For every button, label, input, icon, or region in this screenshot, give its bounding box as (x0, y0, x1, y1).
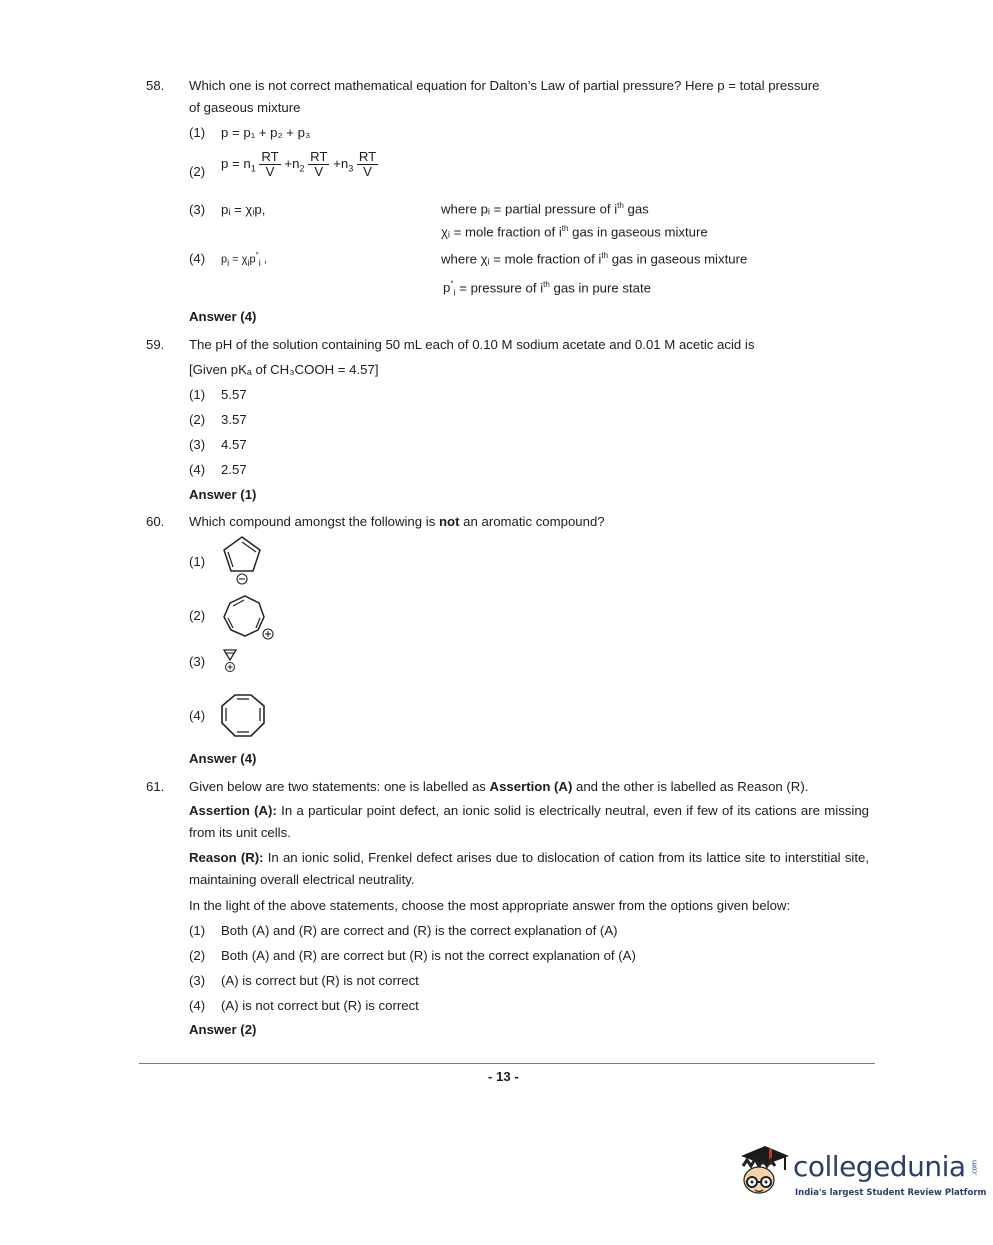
raoult-equation: $p_i = \chi_ip^\circ_i$ , (221, 251, 267, 268)
option-label: (3) (189, 973, 206, 988)
option-value: 3.57 (221, 412, 247, 427)
option-label: (3) (189, 437, 206, 452)
option-value: Both (A) and (R) are correct but (R) is not the correct explanation of (A) (221, 948, 636, 963)
brand-name: collegedunia .com (793, 1150, 979, 1183)
option-value: (A) is not correct but (R) is correct (221, 998, 419, 1013)
option-value: (A) is correct but (R) is not correct (221, 973, 419, 988)
question-number: 59. (146, 337, 165, 352)
option-label: (2) (189, 412, 206, 427)
definition-line: where pᵢ = partial pressure of $i^{th}$ gas (441, 201, 649, 217)
option-label: (4) (189, 251, 206, 266)
question-text: Given below are two statements: one is labelled as Assertion (A) and the other is labelled as Reason (R). (189, 779, 809, 794)
option-label: (3) (189, 202, 206, 217)
question-text: [Given pKₐ of CH₃COOH = 4.57] (189, 362, 379, 377)
option-value: 4.57 (221, 437, 247, 452)
cyclopentadienyl-anion-structure (218, 534, 268, 586)
option-label: (3) (189, 654, 206, 669)
page-number: - 13 - (488, 1069, 519, 1084)
tropylium-cation-structure (216, 593, 278, 643)
option-value: p = p₁ + p₂ + p₃ (221, 125, 311, 140)
answer-label: Answer (4) (189, 309, 257, 324)
collegedunia-mascot-logo (733, 1138, 795, 1206)
question-number: 58. (146, 78, 165, 93)
option-label: (2) (189, 608, 206, 623)
option-label: (1) (189, 923, 206, 938)
question-text: of gaseous mixture (189, 100, 301, 115)
question-text: Which one is not correct mathematical equation for Dalton’s Law of partial pressure? Here p = total pressure (189, 78, 820, 93)
option-label: (1) (189, 387, 206, 402)
answer-label: Answer (1) (189, 487, 257, 502)
definition-line: where χᵢ = mole fraction of $i^{th}$ gas in gaseous mixture (441, 251, 748, 267)
instruction-text: In the light of the above statements, choose the most appropriate answer from the options given below: (189, 898, 791, 913)
assertion-statement: Assertion (A): In a particular point defect, an ionic solid is electrically neutral, even if few of its cations are missing from its unit cells. (189, 803, 870, 840)
option-label: (4) (189, 998, 206, 1013)
option-value: 5.57 (221, 387, 247, 402)
cyclooctatetraene-structure (218, 692, 270, 742)
option-value: Both (A) and (R) are correct and (R) is the correct explanation of (A) (221, 923, 618, 938)
question-text: Which compound amongst the following is not an aromatic compound? (189, 514, 605, 529)
cyclopropenyl-cation-structure (221, 647, 241, 673)
question-number: 60. (146, 514, 165, 529)
answer-label: Answer (4) (189, 751, 257, 766)
option-label: (2) (189, 948, 206, 963)
option-label: (2) (189, 164, 206, 179)
brand-tagline: India's largest Student Review Platform (795, 1188, 987, 1198)
dalton-equation: $p = n_1$ $\frac{RT}{V}$ $+n_2$ $\frac{RT}{V}$ $+n_3$ $\frac{RT}{V}$ (221, 149, 377, 179)
reason-statement: Reason (R): In an ionic solid, Frenkel defect arises due to dislocation of cation from its lattice site to interstitial site, maintaining overall electrical neutrality. (189, 850, 870, 887)
footer-divider (139, 1063, 875, 1064)
option-value: pᵢ = χᵢp, (221, 202, 266, 217)
option-label: (4) (189, 708, 206, 723)
question-number: 61. (146, 779, 165, 794)
option-label: (1) (189, 125, 206, 140)
definition-line: $p^\circ_i$ = pressure of $i^{th}$ gas in pure state (443, 280, 651, 299)
option-label: (1) (189, 554, 206, 569)
definition-line: χᵢ = mole fraction of $i^{th}$ gas in gaseous mixture (441, 224, 708, 240)
question-text: The pH of the solution containing 50 mL each of 0.10 M sodium acetate and 0.01 M acetic acid is (189, 337, 755, 352)
answer-label: Answer (2) (189, 1022, 257, 1037)
option-label: (4) (189, 462, 206, 477)
option-value: 2.57 (221, 462, 247, 477)
